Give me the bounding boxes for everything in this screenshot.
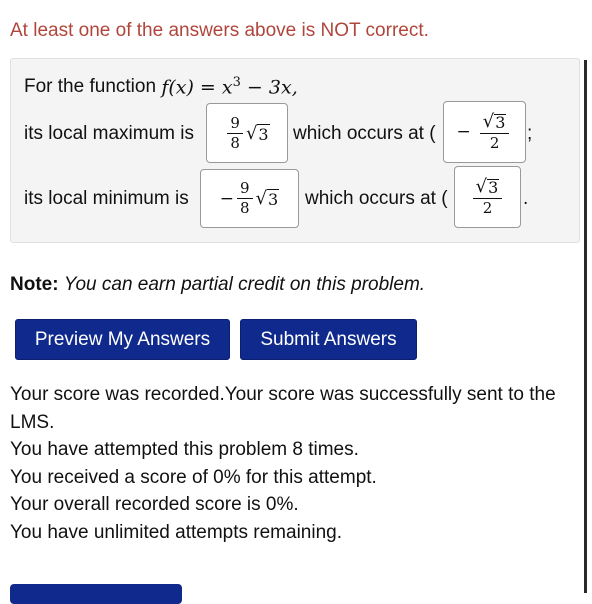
note-label: Note: <box>10 274 59 295</box>
max-value-denominator: 8 <box>230 133 240 152</box>
min-value-fraction <box>237 181 253 216</box>
status-attempt-score: You received a score of 0% for this attempt. <box>10 466 377 488</box>
preview-answers-button[interactable]: Preview My Answers <box>15 319 230 360</box>
min-occurs-label: which occurs at ( <box>305 188 448 209</box>
status-attempts: You have attempted this problem 8 times. <box>10 439 359 460</box>
max-x-answer-box[interactable] <box>443 101 526 163</box>
function-rest: − 3x, <box>240 76 298 99</box>
max-value-sqrt: √ 3 <box>245 122 269 144</box>
min-x-numerator: √ 3 <box>473 178 503 199</box>
min-x-denominator: 2 <box>482 199 493 217</box>
status-remaining: You have unlimited attempts remaining. <box>10 521 342 543</box>
max-value-fraction <box>227 113 243 152</box>
status-overall-score: Your overall recorded score is 0%. <box>10 494 299 515</box>
note-text: You can earn partial credit on this problem. <box>63 274 426 295</box>
max-x-numerator: √ 3 <box>480 113 510 134</box>
min-value-answer-box[interactable] <box>200 169 299 228</box>
function-lhs: f(x) <box>161 76 194 99</box>
scrollbar[interactable] <box>584 60 587 593</box>
score-status <box>10 381 582 546</box>
intro-text: For the function <box>24 75 157 97</box>
min-x-answer-box[interactable] <box>454 166 521 228</box>
max-x-fraction <box>480 113 510 151</box>
function-exponent: 3 <box>232 75 241 90</box>
partial-bottom-button[interactable] <box>10 584 182 604</box>
partial-credit-note <box>10 274 425 296</box>
max-end-punct: ; <box>527 123 533 144</box>
function-base: x <box>221 76 233 99</box>
min-x-fraction <box>473 178 503 216</box>
incorrect-answer-alert: At least one of the answers above is NOT correct. <box>10 20 429 41</box>
submit-answers-button[interactable]: Submit Answers <box>240 319 417 360</box>
function-statement <box>24 75 298 98</box>
min-label: its local minimum is <box>24 188 189 209</box>
status-recorded: Your score was recorded.Your score was successfully sent to the LMS. <box>10 384 556 433</box>
min-value-numerator: 9 <box>237 181 253 199</box>
min-value-sign: − <box>219 188 235 209</box>
max-label: its local maximum is <box>24 123 194 144</box>
max-value-answer-box[interactable] <box>206 103 288 163</box>
min-value-denominator: 8 <box>240 199 250 217</box>
problem-panel <box>10 58 580 243</box>
min-value-sqrt: √ 3 <box>255 188 279 209</box>
min-end-punct: . <box>523 188 529 209</box>
max-x-denominator: 2 <box>489 134 500 152</box>
max-x-sign: − <box>456 122 471 142</box>
max-value-numerator: 9 <box>227 116 243 134</box>
function-eq: = <box>193 76 222 99</box>
max-occurs-label: which occurs at ( <box>293 123 436 144</box>
function-expression <box>161 75 297 98</box>
